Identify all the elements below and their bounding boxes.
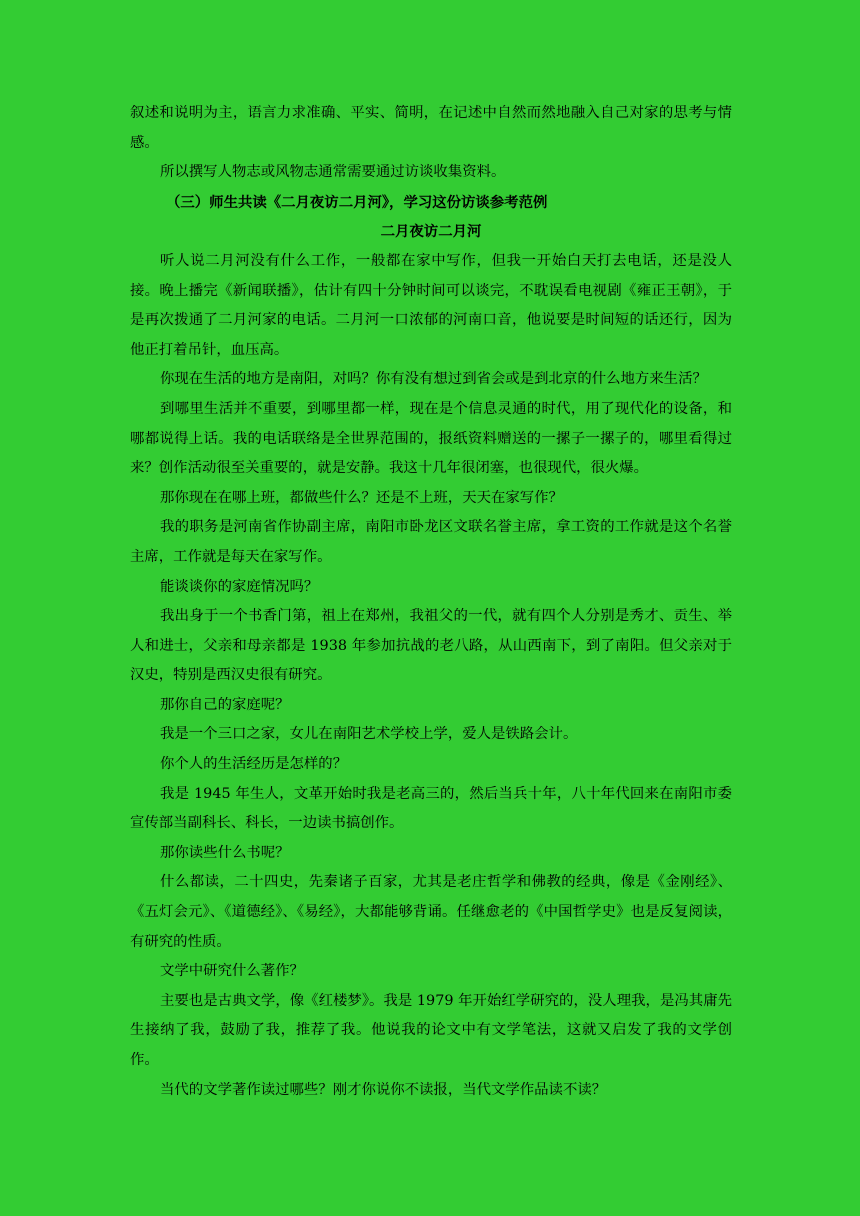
paragraph: 听人说二月河没有什么工作，一般都在家中写作，但我一开始白天打去电话，还是没人接。晚上播完《新闻联播》，估计有四十分钟时间可以谈完，不耽误看电视剧《雍正王朝》，于是再次拨通了二月河家的电话。二月河一口浓郁的河南口音，他说要是时间短的话还行，因为他正打着吊针，血压高。 <box>130 252 732 358</box>
article-title: 二月夜访二月河 <box>380 223 482 241</box>
interview-question: 当代的文学著作读过哪些？刚才你说你不读报，当代文学作品读不读？ <box>160 1081 607 1098</box>
interview-answer: 主要也是古典文学，像《红楼梦》。我是 1979 年开始红学研究的，没人理我，是冯其庸先生接纳了我，鼓励了我，推荐了我。他说我的论文中有文学笔法，这就又启发了我的文学创作。 <box>130 992 732 1068</box>
paragraph: 所以撰写人物志或风物志通常需要通过访谈收集资料。 <box>160 164 506 181</box>
interview-answer: 什么都读，二十四史，先秦诸子百家，尤其是老庄哲学和佛教的经典，像是《金刚经》、《五灯会元》、《道德经》、《易经》，大都能够背诵。任继愈老的《中国哲学史》也是反复阅读，有研究的性质。 <box>130 874 732 950</box>
interview-question: 那你读些什么书呢？ <box>160 844 290 861</box>
interview-answer: 我是一个三口之家，女儿在南阳艺术学校上学，爱人是铁路会计。 <box>160 726 578 743</box>
section-heading: （三）师生共读《二月夜访二月河》，学习这份访谈参考范例 <box>166 193 548 211</box>
interview-answer: 我出身于一个书香门第，祖上在郑州，我祖父的一代，就有四个人分别是秀才、贡生、举人和进士，父亲和母亲都是 1938 年参加抗战的老八路，从山西南下，到了南阳。但父亲对于汉史，特别是西汉史很有研究。 <box>130 608 732 684</box>
paragraph: 叙述和说明为主，语言力求准确、平实、简明，在记述中自然而然地融入自己对家的思考与情感。 <box>130 105 732 151</box>
interview-answer: 我的职务是河南省作协副主席，南阳市卧龙区文联名誉主席，拿工资的工作就是这个名誉主席，工作就是每天在家写作。 <box>130 519 732 565</box>
interview-question: 那你自己的家庭呢？ <box>160 696 290 713</box>
document-body <box>130 99 732 1105</box>
interview-question: 那你现在在哪上班，都做些什么？还是不上班，天天在家写作？ <box>160 489 563 506</box>
interview-answer: 到哪里生活并不重要，到哪里都一样，现在是个信息灵通的时代，用了现代化的设备，和哪都说得上话。我的电话联络是全世界范围的，报纸资料赠送的一摞子一摞子的，哪里看得过来？创作活动很至关重要的，就是安静。我这十几年很闭塞，也很现代，很火爆。 <box>130 400 732 477</box>
interview-question: 能谈谈你的家庭情况吗？ <box>160 578 319 595</box>
interview-answer: 我是 1945 年生人，文革开始时我是老高三的，然后当兵十年，八十年代回来在南阳市委宣传部当副科长、科长，一边读书搞创作。 <box>130 785 732 832</box>
interview-question: 文学中研究什么著作？ <box>160 963 304 980</box>
interview-question: 你个人的生活经历是怎样的？ <box>160 756 348 773</box>
interview-question: 你现在生活的地方是南阳，对吗？你有没有想过到省会或是到北京的什么地方来生活？ <box>160 371 707 388</box>
